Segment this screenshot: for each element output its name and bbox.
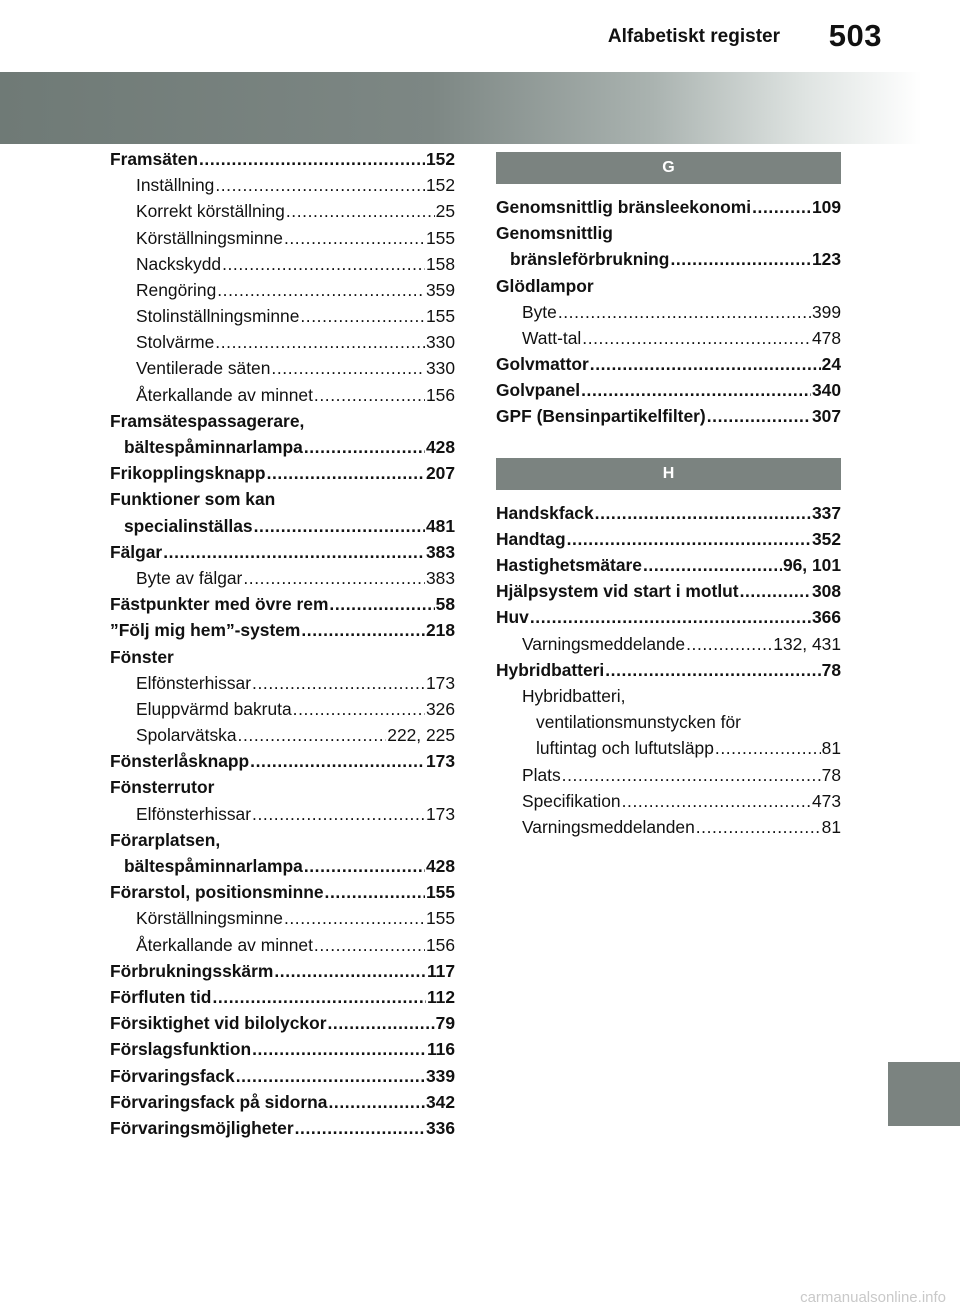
index-term: Återkallande av minnet	[136, 934, 313, 955]
index-entry	[110, 905, 455, 931]
index-term: Hybridbatteri	[496, 659, 605, 680]
index-entry	[110, 1036, 455, 1062]
index-term: Förvaringsfack	[110, 1065, 235, 1086]
header-band	[0, 72, 960, 144]
index-term: Handskfack	[496, 502, 594, 523]
page-reference: 336	[425, 1117, 455, 1138]
index-term: Förarstol, positionsminne	[110, 882, 324, 903]
index-entry	[110, 617, 455, 643]
dot-leader	[214, 329, 425, 355]
index-entry	[110, 801, 455, 827]
dot-leader	[270, 356, 425, 382]
page-reference: 330	[425, 332, 455, 353]
dot-leader	[642, 552, 782, 578]
page-reference: 155	[425, 908, 455, 929]
page-reference: 96, 101	[782, 555, 841, 576]
index-entry	[496, 246, 841, 272]
index-entry	[110, 958, 455, 984]
page-reference: 383	[425, 541, 455, 562]
index-term: Förvaringsmöjligheter	[110, 1117, 294, 1138]
dot-leader	[326, 1010, 434, 1036]
dot-leader	[303, 434, 425, 460]
index-term: Hybridbatteri,	[522, 685, 626, 706]
index-entry	[496, 194, 841, 220]
page-reference: 478	[811, 327, 841, 348]
index-term: Genomsnittlig	[496, 223, 613, 244]
index-entry	[496, 404, 841, 430]
page-reference: 308	[811, 581, 841, 602]
index-term: Hjälpsystem vid start i motlut	[496, 581, 739, 602]
index-term: Watt-tal	[522, 327, 582, 348]
index-entry	[110, 382, 455, 408]
index-entry	[110, 670, 455, 696]
page-number: 503	[828, 18, 882, 53]
dot-leader	[529, 604, 811, 630]
dot-leader	[216, 277, 425, 303]
dot-leader	[313, 382, 425, 408]
dot-leader	[589, 351, 821, 377]
dot-leader	[251, 1036, 426, 1062]
index-term: Byte	[522, 301, 557, 322]
page-reference: 428	[425, 856, 455, 877]
index-entry	[496, 273, 841, 299]
index-term: GPF (Bensinpartikelfilter)	[496, 406, 706, 427]
index-entry	[110, 329, 455, 355]
index-entry	[110, 172, 455, 198]
page-reference: 173	[425, 672, 455, 693]
index-entry	[110, 460, 455, 486]
index-entry	[496, 814, 841, 840]
dot-leader	[249, 748, 425, 774]
dot-leader	[251, 670, 425, 696]
index-entry	[496, 220, 841, 246]
index-entry	[110, 984, 455, 1010]
index-term: Inställning	[136, 175, 215, 196]
index-term: Fönsterlåsknapp	[110, 751, 250, 772]
index-term: Förfluten tid	[110, 986, 212, 1007]
index-term: Varningsmeddelanden	[522, 816, 695, 837]
index-term: Genomsnittlig bränsleekonomi	[496, 196, 752, 217]
dot-leader	[327, 1089, 425, 1115]
page-reference: 307	[811, 406, 841, 427]
index-term: Handtag	[496, 528, 566, 549]
index-entry	[110, 932, 455, 958]
index-entry	[110, 408, 455, 434]
index-term: Fälgar	[110, 541, 163, 562]
dot-leader	[266, 460, 425, 486]
index-term: Specifikation	[522, 790, 621, 811]
index-term: Stolvärme	[136, 332, 215, 353]
page-reference: 340	[811, 380, 841, 401]
dot-leader	[273, 958, 426, 984]
index-entry	[496, 788, 841, 814]
index-term: Plats	[522, 764, 561, 785]
index-entry	[110, 356, 455, 382]
index-term: Ventilerade säten	[136, 358, 271, 379]
index-entry	[496, 631, 841, 657]
index-column-right	[496, 152, 841, 840]
dot-leader	[235, 1063, 425, 1089]
index-entry	[110, 1010, 455, 1036]
index-term: Rengöring	[136, 279, 217, 300]
dot-leader	[300, 617, 425, 643]
dot-leader	[283, 905, 425, 931]
dot-leader	[283, 225, 425, 251]
index-term: Nackskydd	[136, 253, 222, 274]
index-entry	[496, 325, 841, 351]
page-reference: 366	[811, 607, 841, 628]
dot-leader	[214, 172, 425, 198]
index-term: Försiktighet vid bilolyckor	[110, 1013, 327, 1034]
index-term: ventilationsmunstycken för	[536, 712, 741, 733]
page-reference: 116	[426, 1039, 455, 1060]
dot-leader	[324, 879, 425, 905]
page-reference: 155	[425, 227, 455, 248]
index-entry	[110, 277, 455, 303]
index-term: Körställningsminne	[136, 227, 283, 248]
index-entry	[496, 552, 841, 578]
page-reference: 359	[425, 279, 455, 300]
dot-leader	[669, 246, 811, 272]
dot-leader	[621, 788, 811, 814]
index-term: ”Följ mig hem”-system	[110, 620, 301, 641]
dot-leader	[313, 932, 425, 958]
dot-leader	[580, 377, 811, 403]
page-reference: 481	[425, 515, 455, 536]
index-entry	[110, 591, 455, 617]
index-entry	[110, 879, 455, 905]
index-entry	[496, 683, 841, 709]
dot-leader	[251, 801, 425, 827]
index-entry	[110, 303, 455, 329]
index-entry	[110, 853, 455, 879]
index-entry	[110, 644, 455, 670]
index-entry	[496, 526, 841, 552]
dot-leader	[299, 303, 425, 329]
index-term: bältespåminnarlampa	[124, 856, 303, 877]
dot-leader	[253, 513, 425, 539]
dot-leader	[328, 591, 434, 617]
index-entry	[110, 198, 455, 224]
page-reference: 78	[821, 764, 841, 785]
index-entry	[496, 500, 841, 526]
index-entry	[110, 1115, 455, 1141]
index-term: Glödlampor	[496, 275, 594, 296]
dot-leader	[292, 696, 425, 722]
index-term: Spolarvätska	[136, 725, 237, 746]
index-term: Stolinställningsminne	[136, 306, 300, 327]
index-entry	[496, 299, 841, 325]
index-entry	[110, 748, 455, 774]
dot-leader	[557, 299, 811, 325]
page-reference: 383	[425, 567, 455, 588]
index-entry	[496, 657, 841, 683]
index-term: Fönsterrutor	[110, 777, 215, 798]
index-term: Frikopplingsknapp	[110, 463, 266, 484]
page-reference: 173	[425, 803, 455, 824]
page-reference: 473	[811, 790, 841, 811]
dot-leader	[211, 984, 426, 1010]
page-reference: 352	[811, 528, 841, 549]
page-reference: 25	[435, 201, 455, 222]
page-reference: 337	[811, 502, 841, 523]
index-term: Framsäten	[110, 148, 198, 169]
index-term: Huv	[496, 607, 529, 628]
page-reference: 79	[435, 1013, 455, 1034]
index-entry	[110, 225, 455, 251]
index-term: Framsätespassagerare,	[110, 410, 305, 431]
dot-leader	[303, 853, 425, 879]
dot-leader	[242, 565, 425, 591]
index-entry	[110, 539, 455, 565]
index-entry	[110, 696, 455, 722]
page-reference: 152	[425, 148, 455, 169]
index-entry	[110, 827, 455, 853]
index-term: Körställningsminne	[136, 908, 283, 929]
index-term: Förvaringsfack på sidorna	[110, 1091, 328, 1112]
index-entry	[496, 709, 841, 735]
page-reference: 81	[821, 738, 841, 759]
page-reference: 24	[821, 354, 841, 375]
index-term: Hastighetsmätare	[496, 555, 642, 576]
dot-leader	[561, 762, 821, 788]
index-term: Golvmattor	[496, 354, 589, 375]
index-entry	[496, 604, 841, 630]
index-entry	[110, 1089, 455, 1115]
page-reference: 342	[425, 1091, 455, 1112]
dot-leader	[198, 146, 425, 172]
index-term: luftintag och luftutsläpp	[536, 738, 714, 759]
index-term: Fästpunkter med övre rem	[110, 594, 329, 615]
page-reference: 58	[435, 594, 455, 615]
page-reference: 112	[426, 986, 455, 1007]
index-term: Elfönsterhissar	[136, 803, 252, 824]
index-term: Korrekt körställning	[136, 201, 285, 222]
index-term: bränsleförbrukning	[510, 249, 670, 270]
page-reference: 78	[821, 659, 841, 680]
page-reference: 158	[425, 253, 455, 274]
section-letter-header: H	[496, 458, 841, 490]
section-title: Alfabetiskt register	[607, 26, 780, 47]
index-term: Förarplatsen,	[110, 829, 221, 850]
page-reference: 218	[425, 620, 455, 641]
index-term: specialinställas	[124, 515, 253, 536]
page-reference: 117	[426, 960, 455, 981]
index-entry	[496, 578, 841, 604]
index-entry	[496, 351, 841, 377]
index-term: Funktioner som kan	[110, 489, 276, 510]
index-term: Eluppvärmd bakruta	[136, 698, 292, 719]
dot-leader	[285, 198, 435, 224]
page-reference: 207	[425, 463, 455, 484]
page-reference: 330	[425, 358, 455, 379]
page-header	[0, 0, 960, 62]
index-entry	[110, 775, 455, 801]
index-entry	[110, 251, 455, 277]
index-term: Förslagsfunktion	[110, 1039, 252, 1060]
index-term: Förbrukningsskärm	[110, 960, 274, 981]
index-entry	[496, 762, 841, 788]
dot-leader	[581, 325, 811, 351]
page-reference: 399	[811, 301, 841, 322]
dot-leader	[714, 735, 821, 761]
page-reference: 428	[425, 437, 455, 458]
page-reference: 155	[425, 882, 455, 903]
index-term: Byte av fälgar	[136, 567, 243, 588]
page-reference: 339	[425, 1065, 455, 1086]
index-column-left	[110, 146, 455, 1141]
index-term: Golvpanel	[496, 380, 581, 401]
page-reference: 156	[425, 934, 455, 955]
index-term: Fönster	[110, 646, 174, 667]
index-entry	[110, 146, 455, 172]
page-reference: 132, 431	[773, 633, 841, 654]
index-entry	[110, 486, 455, 512]
index-entry	[110, 1063, 455, 1089]
index-entry	[110, 513, 455, 539]
watermark: carmanualsonline.info	[800, 1289, 946, 1306]
page-reference: 152	[425, 175, 455, 196]
index-entry	[496, 377, 841, 403]
page-reference: 123	[811, 249, 841, 270]
dot-leader	[566, 526, 811, 552]
index-term: Återkallande av minnet	[136, 384, 313, 405]
dot-leader	[706, 404, 811, 430]
index-term: Elfönsterhissar	[136, 672, 252, 693]
dot-leader	[685, 631, 772, 657]
thumb-index-tab	[888, 1062, 960, 1126]
index-term: bältespåminnarlampa	[124, 437, 303, 458]
dot-leader	[294, 1115, 425, 1141]
dot-leader	[604, 657, 820, 683]
page-reference: 222, 225	[387, 725, 455, 746]
index-entry	[110, 565, 455, 591]
dot-leader	[695, 814, 821, 840]
page-reference: 155	[425, 306, 455, 327]
page-reference: 109	[811, 196, 841, 217]
index-entry	[110, 722, 455, 748]
dot-leader	[162, 539, 425, 565]
page-reference: 81	[821, 816, 841, 837]
page-reference: 173	[425, 751, 455, 772]
index-term: Varningsmeddelande	[522, 633, 686, 654]
page-reference: 326	[425, 698, 455, 719]
dot-leader	[221, 251, 425, 277]
dot-leader	[594, 500, 811, 526]
section-letter-header: G	[496, 152, 841, 184]
index-entry	[110, 434, 455, 460]
page-reference: 156	[425, 384, 455, 405]
dot-leader	[237, 722, 387, 748]
dot-leader	[751, 194, 811, 220]
dot-leader	[739, 578, 811, 604]
index-entry	[496, 735, 841, 761]
